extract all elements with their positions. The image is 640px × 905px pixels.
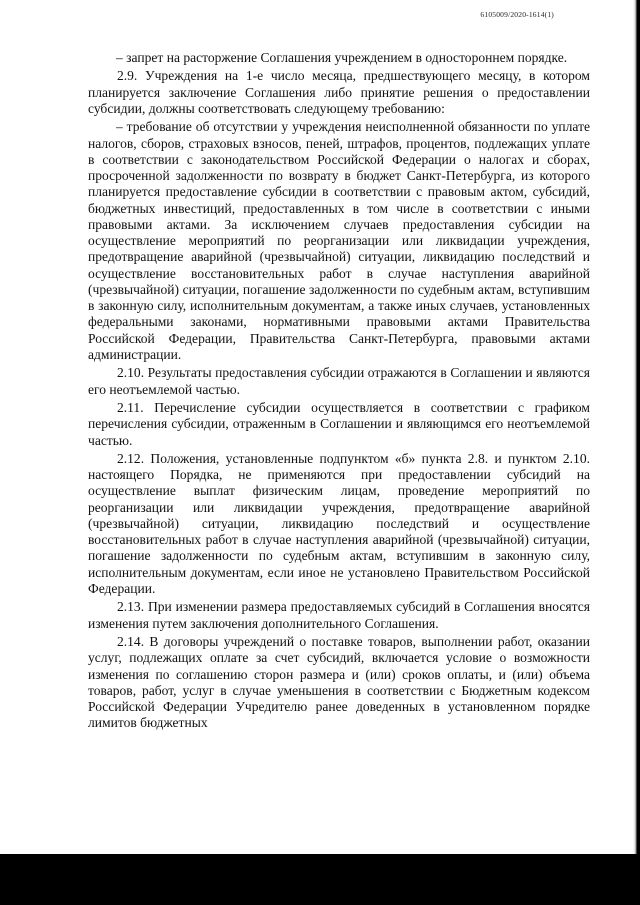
paragraph-2-9: 2.9. Учреждения на 1-е число месяца, предшествующего месяцу, в котором планируется заключение Соглашения либо принятие решения о предоставлении субсидии, должны соответствовать следующему требованию: [88, 68, 590, 116]
paragraph-dash-2: – требование об отсутствии у учреждения неисполненной обязанности по уплате налогов, сборов, страховых взносов, пеней, штрафов, процентов, подлежащих уплате в соответствии с законодательством Российской Федерации о налогах и сборах, просроченной задолженности по возврату в бюджет Санкт-Петербурга, из которого планируется предоставление субсидии в соответствии с правовым актом, субсидий, бюджетных инвестиций, предоставленных в том числе в соответствии с иными правовыми актами. За исключением случаев предоставления субсидии на осуществление мероприятий по реорганизации или ликвидации учреждения, предотвращение аварийной (чрезвычайной) ситуации, ликвидацию последствий и осуществление восстановительных работ в случае наступления аварийной (чрезвычайной) ситуации, погашение задолженности по судебным актам, вступившим в законную силу, исполнительным документам, а также иных случаев, установленных федеральными законами, нормативными правовыми актами Правительства Российской Федерации, Правительства Санкт-Петербурга, правовыми актами администрации. [88, 119, 590, 362]
paragraph-2-13: 2.13. При изменении размера предоставляемых субсидий в Соглашения вносятся изменения путем заключения дополнительного Соглашения. [88, 599, 590, 631]
paragraph-2-10: 2.10. Результаты предоставления субсидии отражаются в Соглашении и являются его неотъемлемой частью. [88, 365, 590, 397]
paragraph-2-12: 2.12. Положения, установленные подпунктом «б» пункта 2.8. и пунктом 2.10. настоящего Порядка, не применяются при предоставлении субсидий на осуществление выплат физическим лицам, проведение мероприятий по реорганизации или ликвидации учреждения, предотвращение аварийной (чрезвычайной) ситуации, ликвидацию последствий и осуществление восстановительных работ в случае наступления аварийной (чрезвычайной) ситуации, погашение задолженности по судебным актам, вступившим в законную силу, исполнительным документам, если иное не установлено Правительством Российской Федерации. [88, 450, 590, 596]
paragraph-dash-1: – запрет на расторжение Соглашения учреждением в одностороннем порядке. [116, 50, 568, 65]
paragraph-2-11: 2.11. Перечисление субсидии осуществляется в соответствии с графиком перечисления субсидии, отраженным в Соглашении и являющимся его неотъемлемой частью. [88, 400, 590, 448]
scan-right-edge [633, 0, 640, 905]
paragraph-2-14: 2.14. В договоры учреждений о поставке товаров, выполнении работ, оказании услуг, подлежащих оплате за счет субсидий, включается условие о возможности изменения по соглашению сторон размера и (или) сроков оплаты, и (или) объема товаров, работ, услуг в случае уменьшения в соответствии с Бюджетным кодексом Российской Федерации Учредителю ранее доведенных в установленном порядке лимитов бюджетных [88, 634, 590, 731]
document-id: 6105009/2020-1614(1) [480, 10, 554, 19]
scan-bottom-bar [0, 854, 640, 905]
document-body [88, 50, 590, 734]
